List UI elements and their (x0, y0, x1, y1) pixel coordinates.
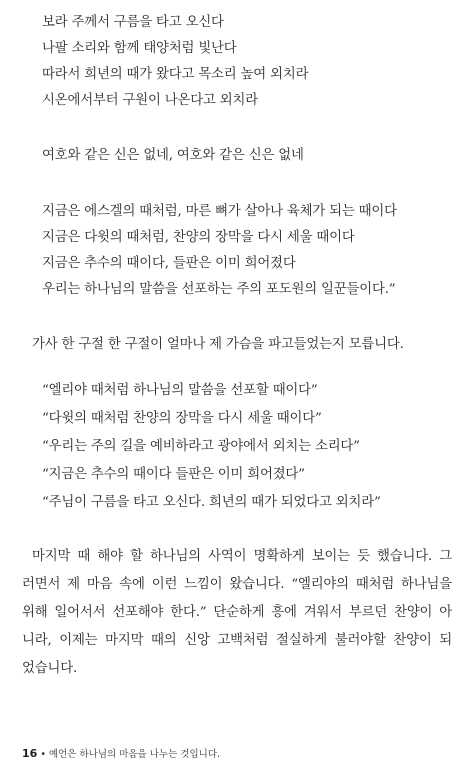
verse-line: 보라 주께서 구름을 타고 오신다 (42, 15, 224, 30)
page-footer (22, 747, 220, 762)
verse-line: 시온에서부터 구원이 나온다고 외치라 (42, 93, 258, 108)
quote-line: “다윗의 때처럼 찬양의 장막을 다시 세울 때이다” (42, 411, 322, 426)
verse-line: 우리는 하나님의 말씀을 선포하는 주의 포도원의 일꾼들이다.” (42, 282, 396, 297)
quote-line: “우리는 주의 길을 예비하라고 광야에서 외치는 소리다” (42, 439, 360, 454)
paragraph-line: 니라, 이제는 마지막 때의 신앙 고백처럼 절실하게 불러야할 찬양이 되 (22, 633, 452, 648)
page-number: 16 (22, 747, 38, 760)
paragraph: 가사 한 구절 한 구절이 얼마나 제 가슴을 파고들었는지 모릅니다. (32, 337, 404, 352)
footer-separator: • (40, 749, 46, 760)
book-title: 예언은 하나님의 마음을 나누는 것입니다. (48, 749, 221, 760)
paragraph-line: 위해 일어서서 선포해야 한다.” 단순하게 흥에 겨워서 부르던 찬양이 아 (22, 605, 452, 620)
verse-line: 여호와 같은 신은 없네, 여호와 같은 신은 없네 (42, 148, 304, 163)
verse-line: 지금은 추수의 때이다, 들판은 이미 희어졌다 (42, 256, 296, 271)
quote-line: “지금은 추수의 때이다 들판은 이미 희어졌다” (42, 467, 305, 482)
quote-line: “주님이 구름을 타고 오신다. 희년의 때가 되었다고 외치라” (42, 495, 381, 510)
paragraph-line: 마지막 때 해야 할 하나님의 사역이 명확하게 보이는 듯 했습니다. 그 (32, 549, 452, 564)
verse-line: 따라서 희년의 때가 왔다고 목소리 높여 외치라 (42, 67, 309, 82)
verse-line: 지금은 에스겔의 때처럼, 마른 뼈가 살아나 육체가 되는 때이다 (42, 204, 397, 219)
quote-line: “엘리야 때처럼 하나님의 말씀을 선포할 때이다” (42, 383, 318, 398)
verse-line: 지금은 다윗의 때처럼, 찬양의 장막을 다시 세울 때이다 (42, 230, 355, 245)
paragraph-line: 러면서 제 마음 속에 이런 느낌이 왔습니다. “엘리야의 때처럼 하나님을 (22, 577, 452, 592)
paragraph-line: 었습니다. (22, 661, 77, 676)
verse-line: 나팔 소리와 함께 태양처럼 빛난다 (42, 41, 237, 56)
